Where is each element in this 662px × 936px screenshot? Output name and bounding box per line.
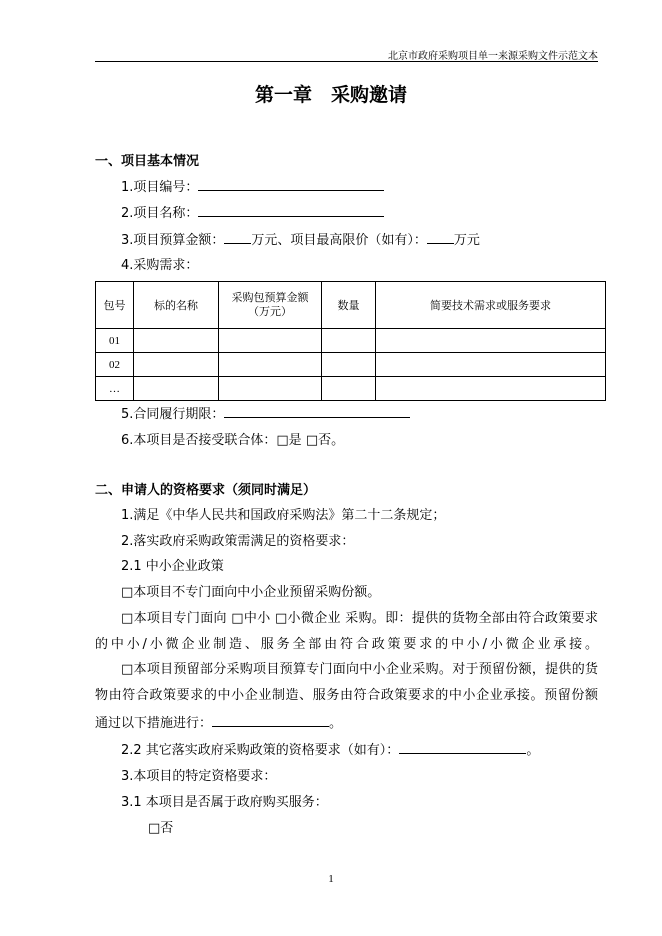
text-line: 3.1 本项目是否属于政府购买服务： (121, 795, 328, 810)
cell[interactable] (376, 377, 606, 401)
checkbox-option[interactable]: □否 (148, 821, 174, 836)
period: 。 (526, 743, 540, 758)
label: 万元 (453, 233, 480, 248)
table-header-row (96, 282, 606, 329)
table-row (96, 377, 606, 401)
requirements-table (95, 281, 606, 401)
cell[interactable] (134, 329, 219, 353)
text-line: 3.本项目的特定资格要求： (121, 769, 277, 784)
other-policy-blank[interactable] (399, 741, 526, 754)
cell[interactable] (219, 377, 322, 401)
project-number-line (121, 176, 384, 195)
period: 。 (329, 716, 343, 731)
col-header: 简要技术需求或服务要求 (376, 282, 606, 329)
cell[interactable] (219, 329, 322, 353)
cell[interactable] (376, 329, 606, 353)
requirements-label: 4.采购需求： (121, 258, 199, 273)
section2-heading: 二、申请人的资格要求（须同时满足） (95, 483, 317, 498)
package-number: 01 (96, 329, 134, 353)
text-line: 2.落实政府采购政策需满足的资格要求： (121, 534, 355, 549)
cell[interactable] (134, 353, 219, 377)
package-number: 02 (96, 353, 134, 377)
cell[interactable] (134, 377, 219, 401)
max-price-blank[interactable] (427, 231, 454, 244)
section1-heading: 一、项目基本情况 (95, 154, 200, 169)
cell[interactable] (376, 353, 606, 377)
contract-period-line (121, 403, 410, 422)
label: 2.项目名称： (121, 206, 199, 221)
checkbox-option[interactable]: □本项目专门面向 □中小 □小微企业 采购。即：提供的货物全部由符合政策要求 (121, 611, 598, 626)
text-line: 2.1 中小企业政策 (121, 559, 224, 574)
label: 5.合同履行期限： (121, 407, 225, 422)
measures-blank[interactable] (212, 714, 329, 727)
consortium-line: 6.本项目是否接受联合体：□是 □否。 (121, 433, 345, 448)
checkbox-option[interactable]: □本项目不专门面向中小企业预留采购份额。 (121, 585, 381, 600)
project-name-line (121, 202, 384, 221)
label: 3.项目预算金额： (121, 233, 225, 248)
cell[interactable] (322, 329, 376, 353)
cell[interactable] (322, 353, 376, 377)
cell[interactable] (322, 377, 376, 401)
col-header: 采购包预算金额（万元） (219, 282, 322, 329)
chapter-title: 第一章 采购邀请 (254, 84, 407, 106)
table-row (96, 329, 606, 353)
checkbox-option[interactable]: □本项目预留部分采购项目预算专门面向中小企业采购。对于预留份额，提供的货 (121, 662, 598, 677)
measures-line (95, 712, 342, 731)
label: 万元、项目最高限价（如有）： (251, 233, 427, 248)
running-header: 北京市政府采购项目单一来源采购文件示范文本 (388, 51, 598, 62)
label: 2.2 其它落实政府采购政策的资格要求（如有）： (121, 743, 400, 758)
label: 1.项目编号： (121, 180, 199, 195)
text-line: 1.满足《中华人民共和国政府采购法》第二十二条规定； (121, 508, 446, 523)
header-rule (95, 61, 598, 62)
col-header: 包号 (96, 282, 134, 329)
cell[interactable] (219, 353, 322, 377)
col-header: 标的名称 (134, 282, 219, 329)
budget-blank[interactable] (224, 231, 251, 244)
label: 通过以下措施进行： (95, 716, 213, 731)
table-row (96, 353, 606, 377)
text-line: 的中小/小微企业制造、服务全部由符合政策要求的中小/小微企业承接。 (95, 637, 598, 652)
contract-period-blank[interactable] (224, 405, 410, 418)
text-line: 物由符合政策要求的中小企业制造、服务由符合政策要求的中小企业承接。预留份额 (95, 688, 598, 703)
page-number: 1 (328, 873, 334, 885)
package-number: … (96, 377, 134, 401)
budget-line (121, 229, 480, 248)
other-policy-line (121, 739, 539, 758)
project-name-blank[interactable] (198, 204, 384, 217)
col-header: 数量 (322, 282, 376, 329)
project-number-blank[interactable] (198, 178, 384, 191)
